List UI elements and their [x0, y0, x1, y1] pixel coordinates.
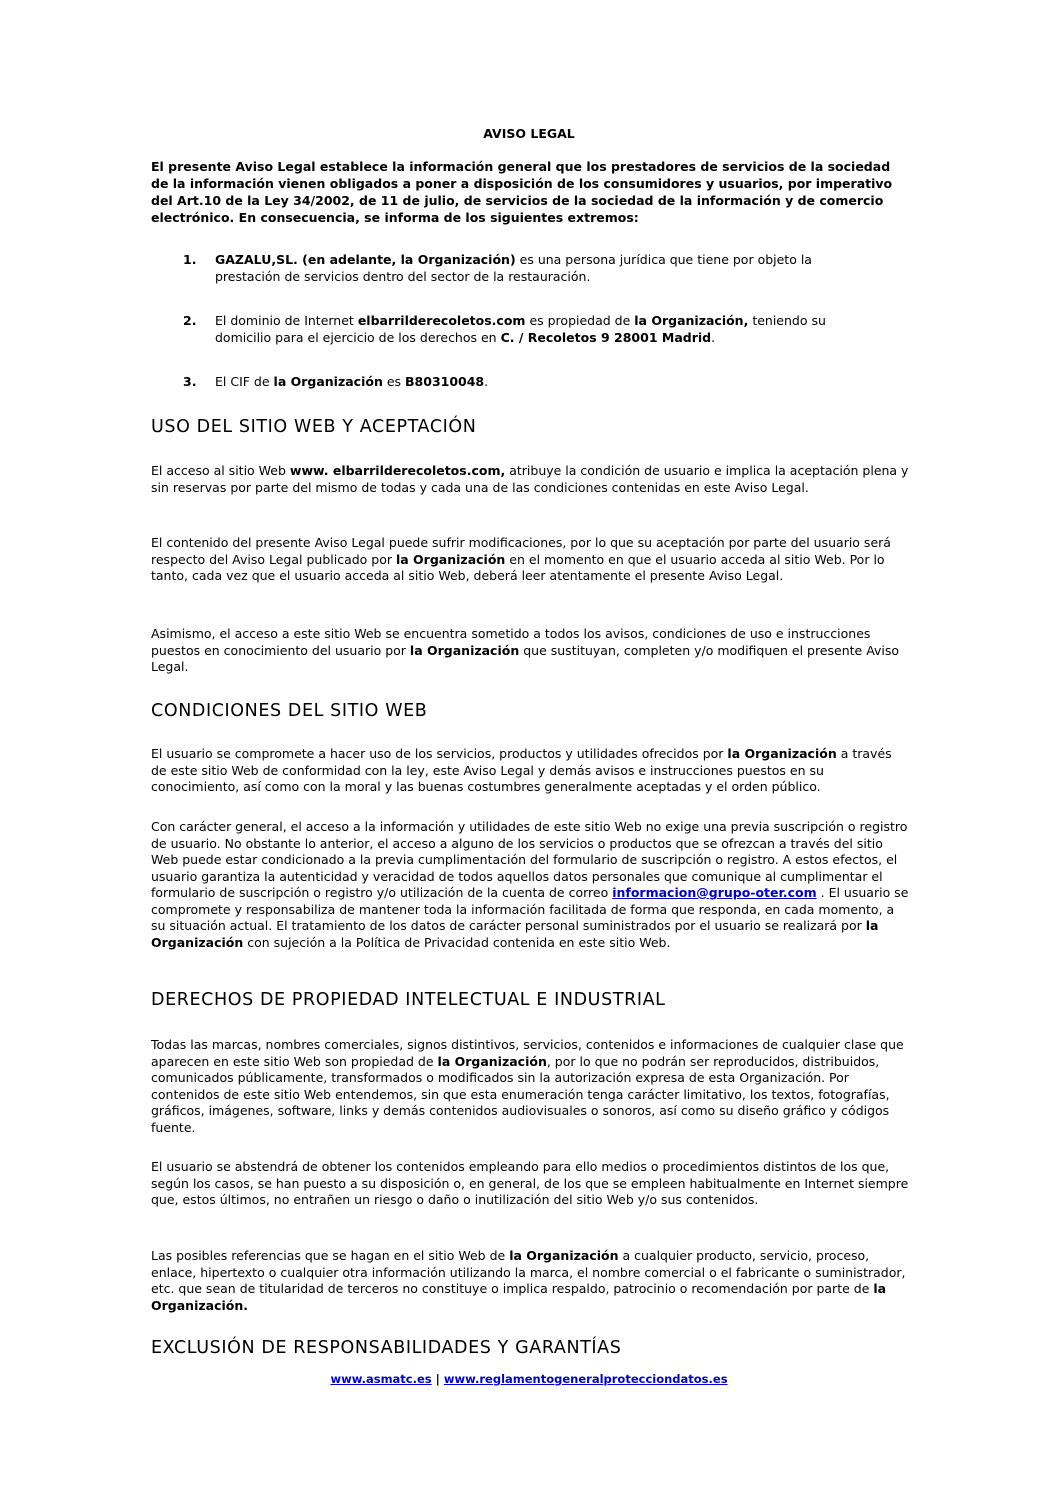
body-paragraph: Asimismo, el acceso a este sitio Web se encuentra sometido a todos los avisos, condiciones de uso e instrucciones puestos en conocimiento del usuario por la Organización que sustituyan, completen y/o modifiquen el presente Aviso Legal. — [151, 626, 900, 674]
body-paragraph: El usuario se abstendrá de obtener los contenidos empleando para ello medios o procedimientos distintos de los que, según los casos, se han puesto a su disposición o, en general, de los que se empleen habitualmente en Internet siempre que, estos últimos, no entrañen un riesgo o daño o inutilización del sitio Web y/o sus contenidos. — [151, 1159, 909, 1207]
address: C. / Recoletos 9 28001 Madrid — [500, 330, 712, 345]
body-paragraph: El usuario se compromete a hacer uso de los servicios, productos y utilidades ofrecidos por la Organización a través de este sitio Web de conformidad con la ley, este Aviso Legal y demás avisos e instrucciones puestos en su conocimiento, así como con la moral y las buenas costumbres generalmente aceptadas y el orden público. — [151, 746, 892, 794]
org-name: GAZALU,SL. (en adelante, la Organización) — [215, 252, 516, 267]
list-text: . — [711, 330, 716, 345]
list-text: El dominio de Internet — [215, 313, 358, 328]
list-text: es propiedad de — [525, 313, 635, 328]
footer — [0, 1372, 1058, 1386]
section-heading: EXCLUSIÓN DE RESPONSABILIDADES Y GARANTÍAS — [151, 1338, 622, 1358]
list-text: es — [382, 374, 406, 389]
body-paragraph: Las posibles referencias que se hagan en el sitio Web de la Organización a cualquier producto, servicio, proceso, enlace, hipertexto o cualquier otra información utilizando la marca, el nombre comercial o el fabricante o suministrador, etc. que sean de titularidad de terceros no constituye o implica respaldo, patrocinio o recomendación por parte de la Organización. — [151, 1248, 906, 1313]
section-heading: DERECHOS DE PROPIEDAD INTELECTUAL E INDUSTRIAL — [151, 990, 666, 1010]
list-text: teniendo su domicilio para el ejercicio de los derechos en — [215, 313, 826, 345]
footer-separator: | — [431, 1372, 444, 1386]
org-ref: la Organización — [273, 374, 383, 389]
footer-link-reglamento[interactable]: www.reglamentogeneralprotecciondatos.es — [443, 1372, 728, 1386]
list-number: 2. — [183, 313, 197, 328]
body-paragraph: Todas las marcas, nombres comerciales, signos distintivos, servicios, contenidos e informaciones de cualquier clase que aparecen en este sitio Web son propiedad de la Organización, por lo que no podrán ser reproducidos, distribuidos, comunicados públicamente, transformados o modificados sin la autorización expresa de esta Organización. Por contenidos de este sitio Web entendemos, sin que esta enumeración tenga carácter limitativo, los textos, fotografías, gráficos, imágenes, software, links y demás contenidos audiovisuales o sonoros, así como su diseño gráfico y códigos fuente. — [151, 1037, 904, 1135]
section-heading: USO DEL SITIO WEB Y ACEPTACIÓN — [151, 417, 477, 437]
list-number: 1. — [183, 252, 197, 267]
list-text: . — [484, 374, 489, 389]
footer-link-asmatc[interactable]: www.asmatc.es — [330, 1372, 432, 1386]
list-text: es una persona jurídica que tiene por objeto la prestación de servicios dentro del sector de la restauración. — [215, 252, 812, 284]
section-heading: CONDICIONES DEL SITIO WEB — [151, 701, 428, 721]
body-paragraph: El acceso al sitio Web www. elbarrilderecoletos.com, atribuye la condición de usuario e implica la aceptación plena y sin reservas por parte del mismo de todas y cada una de las condiciones contenidas en este Aviso Legal. — [151, 463, 909, 495]
list-item — [183, 251, 873, 285]
document-title: AVISO LEGAL — [483, 126, 575, 141]
intro-paragraph: El presente Aviso Legal establece la información general que los prestadores de servicios de la sociedad de la información vienen obligados a poner a disposición de los consumidores y usuarios, por imperativo del Art.10 de la Ley 34/2002, de 11 de julio, de servicios de la sociedad de la información y de comercio electrónico. En consecuencia, se informa de los siguientes extremos: — [151, 159, 893, 225]
cif-number: B80310048 — [405, 374, 485, 389]
list-number: 3. — [183, 374, 197, 389]
list-item — [183, 373, 873, 390]
org-ref: la Organización, — [634, 313, 749, 328]
domain-name: elbarrilderecoletos.com — [357, 313, 526, 328]
body-paragraph: El contenido del presente Aviso Legal puede sufrir modificaciones, por lo que su aceptación por parte del usuario será respecto del Aviso Legal publicado por la Organización en el momento en que el usuario acceda al sitio Web. Por lo tanto, cada vez que el usuario acceda al sitio Web, deberá leer atentamente el presente Aviso Legal. — [151, 535, 891, 583]
list-text: El CIF de — [215, 374, 274, 389]
list-item — [183, 312, 873, 346]
body-paragraph: Con carácter general, el acceso a la información y utilidades de este sitio Web no exige una previa suscripción o registro de usuario. No obstante lo anterior, el acceso a alguno de los servicios o productos que se ofrezcan a través del sitio Web puede estar condicionado a la previa cumplimentación del formulario de suscripción o registro. A estos efectos, el usuario garantiza la autenticidad y veracidad de todos aquellos datos personales que comunique al cumplimentar el formulario de suscripción o registro y/o utilización de la cuenta de correo informacion@grupo-oter.com . El usuario se compromete y responsabiliza de mantener toda la información facilitada de forma que responda, en cada momento, a su situación actual. El tratamiento de los datos de carácter personal suministrados por el usuario se realizará por la Organización con sujeción a la Política de Privacidad contenida en este sitio Web. — [151, 819, 909, 950]
email-link[interactable]: informacion@grupo-oter.com — [612, 885, 817, 900]
